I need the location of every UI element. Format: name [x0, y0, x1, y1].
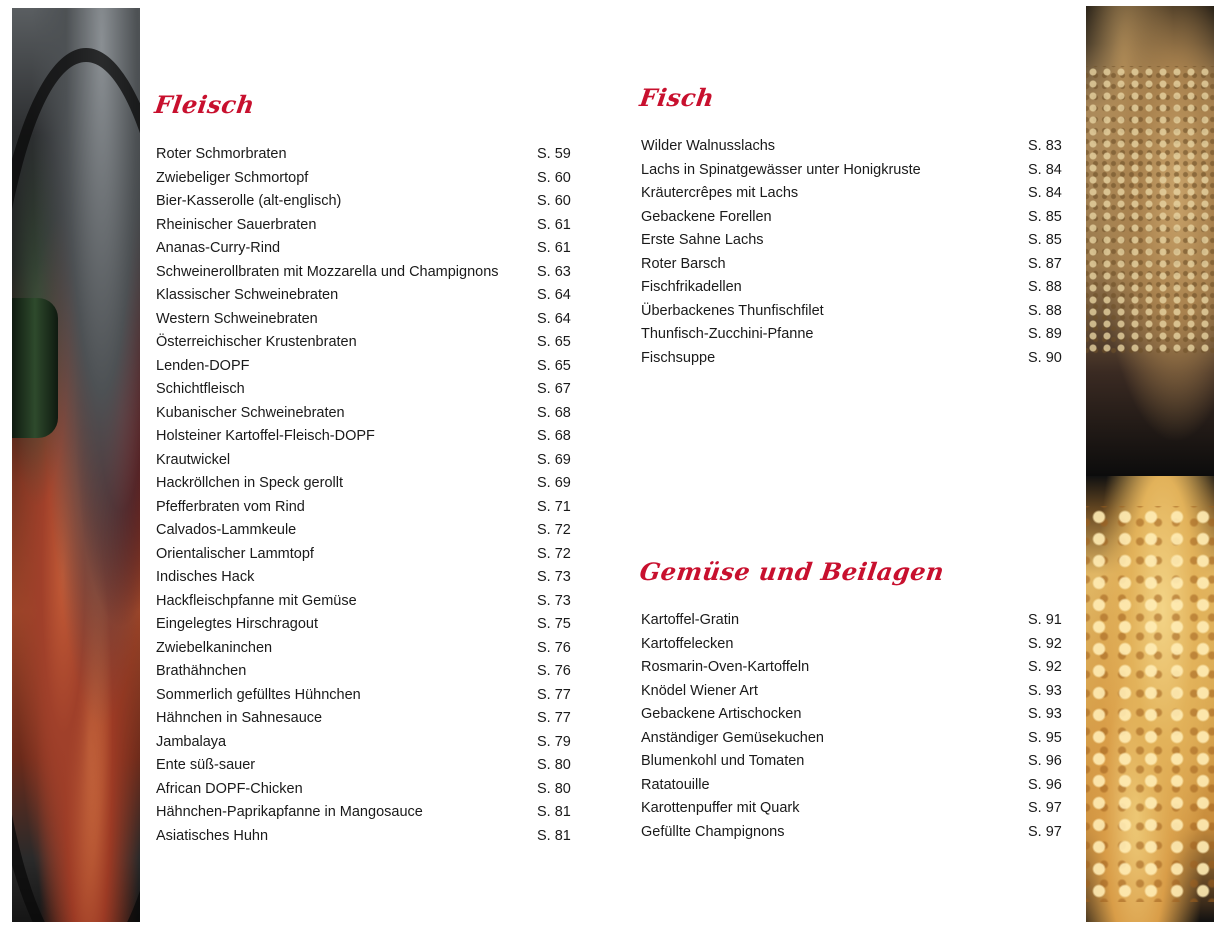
page-number: S. 77 [537, 686, 571, 703]
toc-entry [641, 206, 1071, 230]
recipe-title: Western Schweinebraten [156, 310, 318, 327]
recipe-title: Orientalischer Lammtopf [156, 545, 314, 562]
recipe-title: Blumenkohl und Tomaten [641, 753, 805, 769]
page-number: S. 93 [1028, 706, 1062, 722]
toc-entry [641, 633, 1071, 657]
page-number: S. 84 [1028, 161, 1062, 178]
photo-pot-roast-left [12, 8, 140, 922]
toc-entry [641, 323, 1071, 347]
toc-entry [641, 253, 1071, 277]
toc-entry [156, 754, 576, 778]
recipe-title: Sommerlich gefülltes Hühnchen [156, 686, 361, 703]
recipe-title: Ananas-Curry-Rind [156, 240, 281, 256]
wine-bottle [12, 298, 58, 438]
page-number: S. 88 [1028, 279, 1062, 295]
toc-entry [156, 355, 576, 379]
recipe-title: Überbackenes Thunfischfilet [641, 302, 824, 319]
page-number: S. 79 [537, 733, 571, 750]
page-number: S. 63 [537, 263, 571, 280]
recipe-title: African DOPF-Chicken [156, 780, 303, 797]
page-number: S. 92 [1028, 659, 1062, 675]
page-number: S. 69 [537, 451, 571, 468]
toc-entry [641, 276, 1071, 300]
page-number: S. 77 [537, 710, 571, 726]
page-number: S. 96 [1028, 753, 1062, 769]
page-number: S. 75 [537, 616, 571, 632]
toc-entry [156, 778, 576, 802]
page-number: S. 64 [537, 287, 571, 303]
section-heading-gemuese: Gemüse und Beilagen [637, 557, 947, 586]
page-number: S. 69 [537, 475, 571, 491]
toc-entry [156, 167, 576, 191]
recipe-title: Krautwickel [156, 451, 231, 468]
recipe-title: Bier-Kasserolle (alt-englisch) [156, 193, 342, 209]
toc-entry [156, 801, 576, 825]
toc-entry [156, 590, 576, 614]
toc-entry [156, 707, 576, 731]
page-number: S. 71 [537, 498, 571, 515]
toc-entry [641, 182, 1071, 206]
recipe-title: Hähnchen in Sahnesauce [156, 710, 323, 726]
page-number: S. 84 [1028, 185, 1062, 201]
toc-entry [641, 774, 1071, 798]
recipe-title: Wilder Walnusslachs [641, 138, 776, 154]
page-number: S. 83 [1028, 138, 1062, 154]
toc-entry [641, 821, 1071, 845]
recipe-title: Österreichischer Krustenbraten [156, 334, 357, 350]
section-heading-fisch: Fisch [637, 83, 717, 112]
page-number: S. 97 [1028, 823, 1062, 840]
recipe-title: Kartoffel-Gratin [641, 612, 740, 628]
recipe-title: Roter Schmorbraten [156, 146, 287, 162]
toc-entry [641, 609, 1071, 633]
toc-entry [156, 402, 576, 426]
toc-entry [641, 680, 1071, 704]
photo-potato-gratin [1086, 476, 1214, 922]
page-number: S. 81 [537, 804, 571, 820]
recipe-title: Anständiger Gemüsekuchen [641, 729, 824, 746]
toc-entry [156, 190, 576, 214]
recipe-title: Kräutercrêpes mit Lachs [641, 185, 799, 201]
toc-entry [641, 347, 1071, 371]
page-number: S. 85 [1028, 232, 1062, 248]
toc-entry [156, 660, 576, 684]
page-number: S. 95 [1028, 729, 1062, 746]
page-number: S. 76 [537, 663, 571, 679]
page-number: S. 61 [537, 240, 571, 256]
page-number: S. 64 [537, 310, 571, 327]
recipe-title: Fischfrikadellen [641, 279, 742, 295]
recipe-title: Lenden-DOPF [156, 357, 250, 374]
toc-entry [641, 727, 1071, 751]
toc-entry [156, 825, 576, 849]
toc-entry [156, 378, 576, 402]
toc-entry [156, 519, 576, 543]
toc-entry [641, 797, 1071, 821]
recipe-title: Erste Sahne Lachs [641, 232, 764, 248]
recipe-title: Fischsuppe [641, 349, 716, 366]
toc-entry [156, 214, 576, 238]
toc-entry [641, 159, 1071, 183]
crumb-crust-texture [1086, 66, 1214, 356]
recipe-title: Jambalaya [156, 733, 227, 750]
toc-entry [156, 543, 576, 567]
page-number: S. 72 [537, 545, 571, 562]
recipe-title: Hackröllchen in Speck gerollt [156, 475, 343, 491]
recipe-title: Lachs in Spinatgewässer unter Honigkruste [641, 161, 921, 178]
page-number: S. 72 [537, 522, 571, 538]
recipe-title: Rosmarin-Oven-Kartoffeln [641, 659, 810, 675]
page-number: S. 88 [1028, 302, 1062, 319]
page-number: S. 80 [537, 780, 571, 797]
page-number: S. 65 [537, 334, 571, 350]
page-number: S. 73 [537, 592, 571, 609]
recipe-title: Schweinerollbraten mit Mozzarella und Champignons [156, 263, 499, 280]
recipe-title: Brathähnchen [156, 663, 247, 679]
toc-entry [156, 684, 576, 708]
recipe-title: Klassischer Schweinebraten [156, 287, 339, 303]
recipe-title: Kartoffelecken [641, 635, 734, 652]
toc-list-gemuese [641, 609, 1071, 844]
toc-entry [156, 449, 576, 473]
gratin-texture [1086, 506, 1214, 902]
toc-entry [156, 143, 576, 167]
page-number: S. 73 [537, 569, 571, 585]
recipe-title: Schichtfleisch [156, 381, 245, 397]
page-number: S. 96 [1028, 776, 1062, 793]
recipe-title: Ente süß-sauer [156, 757, 256, 773]
page-number: S. 67 [537, 381, 571, 397]
page-number: S. 68 [537, 428, 571, 444]
recipe-title: Thunfisch-Zucchini-Pfanne [641, 326, 814, 342]
pan-rim [12, 48, 140, 922]
toc-entry [156, 308, 576, 332]
page-number: S. 81 [537, 827, 571, 844]
toc-entry [156, 566, 576, 590]
recipe-title: Roter Barsch [641, 255, 726, 272]
toc-entry [641, 750, 1071, 774]
toc-list-fleisch [156, 143, 576, 848]
photo-crusted-fish [1086, 6, 1214, 476]
page-number: S. 65 [537, 357, 571, 374]
toc-entry [156, 237, 576, 261]
page-number: S. 91 [1028, 612, 1062, 628]
page-number: S. 60 [537, 193, 571, 209]
toc-entry [156, 331, 576, 355]
recipe-title: Asiatisches Huhn [156, 827, 269, 844]
page-number: S. 61 [537, 216, 571, 233]
page-number: S. 90 [1028, 349, 1062, 366]
recipe-title: Zwiebeliger Schmortopf [156, 169, 309, 186]
recipe-title: Zwiebelkaninchen [156, 639, 273, 656]
toc-entry [156, 284, 576, 308]
recipe-title: Rheinischer Sauerbraten [156, 216, 317, 233]
recipe-title: Gebackene Artischocken [641, 706, 802, 722]
recipe-title: Calvados-Lammkeule [156, 522, 297, 538]
page-number: S. 80 [537, 757, 571, 773]
recipe-title: Ratatouille [641, 776, 710, 793]
toc-entry [156, 731, 576, 755]
page-number: S. 76 [537, 639, 571, 656]
recipe-title: Kubanischer Schweinebraten [156, 404, 345, 421]
toc-entry [641, 135, 1071, 159]
toc-entry [156, 613, 576, 637]
page-number: S. 89 [1028, 326, 1062, 342]
toc-entry [156, 637, 576, 661]
toc-entry [156, 472, 576, 496]
toc-entry [156, 261, 576, 285]
recipe-title: Gefüllte Champignons [641, 823, 785, 840]
recipe-title: Karottenpuffer mit Quark [641, 800, 800, 816]
toc-entry [156, 496, 576, 520]
toc-entry [641, 229, 1071, 253]
toc-entry [641, 300, 1071, 324]
recipe-title: Pfefferbraten vom Rind [156, 498, 305, 515]
recipe-title: Eingelegtes Hirschragout [156, 616, 319, 632]
toc-entry [641, 656, 1071, 680]
page-number: S. 92 [1028, 635, 1062, 652]
recipe-title: Knödel Wiener Art [641, 682, 758, 699]
recipe-title: Hackfleischpfanne mit Gemüse [156, 592, 357, 609]
toc-entry [156, 425, 576, 449]
section-heading-fleisch: Fleisch [152, 90, 257, 119]
toc-entry [641, 703, 1071, 727]
recipe-title: Gebackene Forellen [641, 208, 772, 225]
page-number: S. 60 [537, 169, 571, 186]
page-number: S. 68 [537, 404, 571, 421]
page-number: S. 87 [1028, 255, 1062, 272]
recipe-title: Holsteiner Kartoffel-Fleisch-DOPF [156, 428, 375, 444]
page-number: S. 85 [1028, 208, 1062, 225]
recipe-title: Indisches Hack [156, 569, 255, 585]
toc-list-fisch [641, 135, 1071, 370]
page-number: S. 93 [1028, 682, 1062, 699]
page-number: S. 97 [1028, 800, 1062, 816]
recipe-title: Hähnchen-Paprikapfanne in Mangosauce [156, 804, 423, 820]
page-number: S. 59 [537, 146, 571, 162]
